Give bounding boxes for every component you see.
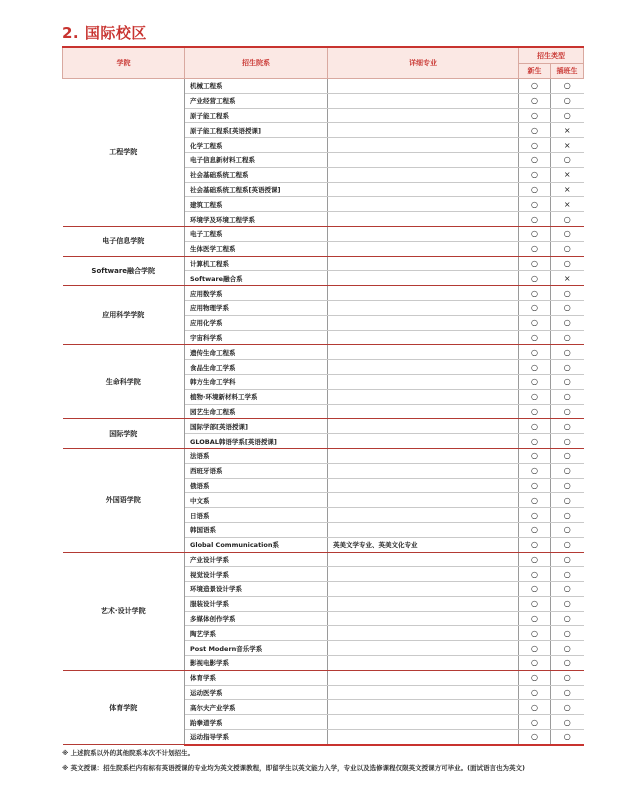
college-name: 外国语学院 [63, 448, 185, 552]
department-name: 生体医学工程系 [185, 241, 328, 256]
freshman-mark: ○ [519, 108, 551, 123]
department-name: 电子工程系 [185, 226, 328, 241]
table-row [63, 256, 584, 271]
department-name: 法语系 [185, 448, 328, 463]
department-name: 环境学及环境工程学系 [185, 212, 328, 227]
detail-major [328, 611, 519, 626]
transfer-mark: ○ [551, 241, 584, 256]
detail-major [328, 715, 519, 730]
department-name: Software融合系 [185, 271, 328, 286]
freshman-mark: ○ [519, 345, 551, 360]
freshman-mark: ○ [519, 700, 551, 715]
freshman-mark: ○ [519, 404, 551, 419]
detail-major [328, 152, 519, 167]
transfer-mark: ○ [551, 685, 584, 700]
freshman-mark: ○ [519, 79, 551, 94]
page-title: 2. 国际校区 [62, 24, 147, 42]
department-name: 应用数学系 [185, 286, 328, 301]
department-name: 园艺生命工程系 [185, 404, 328, 419]
freshman-mark: ○ [519, 685, 551, 700]
freshman-mark: ○ [519, 611, 551, 626]
department-name: 视觉设计学系 [185, 567, 328, 582]
freshman-mark: ○ [519, 256, 551, 271]
header-college: 学院 [63, 47, 185, 79]
department-name: 应用物理学系 [185, 300, 328, 315]
transfer-mark: ○ [551, 508, 584, 523]
detail-major: 英美文学专业、英美文化专业 [328, 537, 519, 552]
department-name: 产业经营工程系 [185, 93, 328, 108]
transfer-mark: × [551, 271, 584, 286]
detail-major [328, 552, 519, 567]
freshman-mark: ○ [519, 241, 551, 256]
department-name: 跆拳道学系 [185, 715, 328, 730]
transfer-mark: ○ [551, 463, 584, 478]
table-header [63, 47, 584, 79]
department-name: 原子能工程系[英语授课] [185, 123, 328, 138]
transfer-mark: ○ [551, 93, 584, 108]
detail-major [328, 670, 519, 685]
notes [62, 748, 525, 778]
detail-major [328, 330, 519, 345]
table-row [63, 670, 584, 685]
detail-major [328, 241, 519, 256]
transfer-mark: ○ [551, 537, 584, 552]
department-name: Post Modern音乐学系 [185, 641, 328, 656]
department-name: 社会基础系统工程系 [185, 167, 328, 182]
detail-major [328, 345, 519, 360]
freshman-mark: ○ [519, 286, 551, 301]
freshman-mark: ○ [519, 226, 551, 241]
freshman-mark: ○ [519, 330, 551, 345]
department-name: 应用化学系 [185, 315, 328, 330]
detail-major [328, 389, 519, 404]
transfer-mark: ○ [551, 374, 584, 389]
department-name: 社会基础系统工程系[英语授课] [185, 182, 328, 197]
department-name: 建筑工程系 [185, 197, 328, 212]
freshman-mark: ○ [519, 596, 551, 611]
transfer-mark: ○ [551, 567, 584, 582]
freshman-mark: ○ [519, 374, 551, 389]
transfer-mark: ○ [551, 522, 584, 537]
department-name: 多媒体创作学系 [185, 611, 328, 626]
department-name: 化学工程系 [185, 138, 328, 153]
transfer-mark: ○ [551, 330, 584, 345]
transfer-mark: ○ [551, 596, 584, 611]
transfer-mark: ○ [551, 345, 584, 360]
college-name: Software融合学院 [63, 256, 185, 286]
freshman-mark: ○ [519, 730, 551, 745]
college-name: 国际学院 [63, 419, 185, 449]
transfer-mark: ○ [551, 300, 584, 315]
transfer-mark: ○ [551, 286, 584, 301]
transfer-mark: ○ [551, 700, 584, 715]
table-row [63, 286, 584, 301]
table-row [63, 419, 584, 434]
table-row [63, 345, 584, 360]
header-department: 招生院系 [185, 47, 328, 79]
transfer-mark: × [551, 138, 584, 153]
detail-major [328, 315, 519, 330]
college-name: 艺术·设计学院 [63, 552, 185, 670]
college-name: 工程学院 [63, 79, 185, 227]
transfer-mark: ○ [551, 582, 584, 597]
transfer-mark: ○ [551, 404, 584, 419]
college-name: 应用科学学院 [63, 286, 185, 345]
transfer-mark: ○ [551, 715, 584, 730]
table-row [63, 226, 584, 241]
transfer-mark: ○ [551, 152, 584, 167]
transfer-mark: ○ [551, 448, 584, 463]
freshman-mark: ○ [519, 315, 551, 330]
detail-major [328, 123, 519, 138]
detail-major [328, 108, 519, 123]
college-name: 体育学院 [63, 670, 185, 744]
department-name: 环境造景设计学系 [185, 582, 328, 597]
transfer-mark: × [551, 123, 584, 138]
department-name: 宇宙科学系 [185, 330, 328, 345]
transfer-mark: ○ [551, 226, 584, 241]
transfer-mark: ○ [551, 108, 584, 123]
transfer-mark: × [551, 167, 584, 182]
transfer-mark: ○ [551, 478, 584, 493]
freshman-mark: ○ [519, 715, 551, 730]
freshman-mark: ○ [519, 123, 551, 138]
header-admission-type: 招生类型 [519, 47, 584, 64]
department-name: 日语系 [185, 508, 328, 523]
freshman-mark: ○ [519, 271, 551, 286]
department-name: 俄语系 [185, 478, 328, 493]
department-name: 原子能工程系 [185, 108, 328, 123]
freshman-mark: ○ [519, 93, 551, 108]
freshman-mark: ○ [519, 582, 551, 597]
department-name: 韩方生命工学科 [185, 374, 328, 389]
transfer-mark: ○ [551, 360, 584, 375]
detail-major [328, 522, 519, 537]
freshman-mark: ○ [519, 508, 551, 523]
freshman-mark: ○ [519, 478, 551, 493]
department-name: 产业设计学系 [185, 552, 328, 567]
table-body [63, 79, 584, 745]
detail-major [328, 167, 519, 182]
freshman-mark: ○ [519, 152, 551, 167]
detail-major [328, 256, 519, 271]
transfer-mark: ○ [551, 552, 584, 567]
header-detail: 详细专业 [328, 47, 519, 79]
freshman-mark: ○ [519, 537, 551, 552]
note-1: ※ 上述院系以外的其他院系本次不计划招生。 [62, 749, 195, 757]
freshman-mark: ○ [519, 670, 551, 685]
department-name: 韩国语系 [185, 522, 328, 537]
freshman-mark: ○ [519, 434, 551, 449]
college-name: 生命科学院 [63, 345, 185, 419]
detail-major [328, 271, 519, 286]
detail-major [328, 626, 519, 641]
table-row [63, 552, 584, 567]
department-name: 运动医学系 [185, 685, 328, 700]
transfer-mark: ○ [551, 434, 584, 449]
department-name: 高尔夫产业学系 [185, 700, 328, 715]
detail-major [328, 434, 519, 449]
freshman-mark: ○ [519, 389, 551, 404]
freshman-mark: ○ [519, 493, 551, 508]
freshman-mark: ○ [519, 138, 551, 153]
department-name: 影视电影学系 [185, 656, 328, 671]
department-name: 西班牙语系 [185, 463, 328, 478]
detail-major [328, 448, 519, 463]
college-name: 电子信息学院 [63, 226, 185, 256]
freshman-mark: ○ [519, 656, 551, 671]
freshman-mark: ○ [519, 463, 551, 478]
detail-major [328, 300, 519, 315]
detail-major [328, 286, 519, 301]
detail-major [328, 212, 519, 227]
detail-major [328, 685, 519, 700]
department-name: 食品生命工学系 [185, 360, 328, 375]
transfer-mark: ○ [551, 611, 584, 626]
transfer-mark: ○ [551, 730, 584, 745]
transfer-mark: ○ [551, 389, 584, 404]
department-name: 植物·环境新材料工学系 [185, 389, 328, 404]
transfer-mark: ○ [551, 626, 584, 641]
detail-major [328, 493, 519, 508]
freshman-mark: ○ [519, 626, 551, 641]
detail-major [328, 197, 519, 212]
freshman-mark: ○ [519, 300, 551, 315]
department-name: 遗传生命工程系 [185, 345, 328, 360]
transfer-mark: ○ [551, 256, 584, 271]
detail-major [328, 226, 519, 241]
header-transfer: 插班生 [551, 64, 584, 79]
freshman-mark: ○ [519, 197, 551, 212]
department-name: GLOBAL韩语学系[英语授课] [185, 434, 328, 449]
detail-major [328, 419, 519, 434]
detail-major [328, 596, 519, 611]
detail-major [328, 508, 519, 523]
transfer-mark: ○ [551, 212, 584, 227]
detail-major [328, 360, 519, 375]
department-name: 体育学系 [185, 670, 328, 685]
freshman-mark: ○ [519, 167, 551, 182]
detail-major [328, 478, 519, 493]
freshman-mark: ○ [519, 360, 551, 375]
freshman-mark: ○ [519, 448, 551, 463]
department-name: 国际学部[英语授课] [185, 419, 328, 434]
detail-major [328, 404, 519, 419]
detail-major [328, 641, 519, 656]
department-name: 电子信息新材料工程系 [185, 152, 328, 167]
detail-major [328, 138, 519, 153]
freshman-mark: ○ [519, 641, 551, 656]
freshman-mark: ○ [519, 552, 551, 567]
detail-major [328, 700, 519, 715]
detail-major [328, 463, 519, 478]
department-name: 陶艺学系 [185, 626, 328, 641]
detail-major [328, 582, 519, 597]
admissions-table [62, 46, 584, 746]
table-row [63, 79, 584, 94]
freshman-mark: ○ [519, 567, 551, 582]
department-name: 机械工程系 [185, 79, 328, 94]
transfer-mark: ○ [551, 79, 584, 94]
detail-major [328, 93, 519, 108]
transfer-mark: ○ [551, 419, 584, 434]
header-freshman: 新生 [519, 64, 551, 79]
department-name: 服装设计学系 [185, 596, 328, 611]
detail-major [328, 567, 519, 582]
department-name: 中文系 [185, 493, 328, 508]
transfer-mark: ○ [551, 656, 584, 671]
detail-major [328, 79, 519, 94]
transfer-mark: × [551, 182, 584, 197]
transfer-mark: ○ [551, 641, 584, 656]
detail-major [328, 656, 519, 671]
transfer-mark: ○ [551, 315, 584, 330]
table-row [63, 448, 584, 463]
department-name: 计算机工程系 [185, 256, 328, 271]
detail-major [328, 730, 519, 745]
freshman-mark: ○ [519, 212, 551, 227]
freshman-mark: ○ [519, 182, 551, 197]
note-2: ※ 英文授课：招生院系栏内有标有英语授课的专业均为英文授课教程，即留学生以英文能力入学，专业以及选修课程仅限英文授课方可毕业。(面试语言也为英文) [62, 764, 526, 772]
detail-major [328, 374, 519, 389]
detail-major [328, 182, 519, 197]
transfer-mark: ○ [551, 670, 584, 685]
transfer-mark: ○ [551, 493, 584, 508]
freshman-mark: ○ [519, 419, 551, 434]
department-name: Global Communication系 [185, 537, 328, 552]
freshman-mark: ○ [519, 522, 551, 537]
department-name: 运动指导学系 [185, 730, 328, 745]
transfer-mark: × [551, 197, 584, 212]
